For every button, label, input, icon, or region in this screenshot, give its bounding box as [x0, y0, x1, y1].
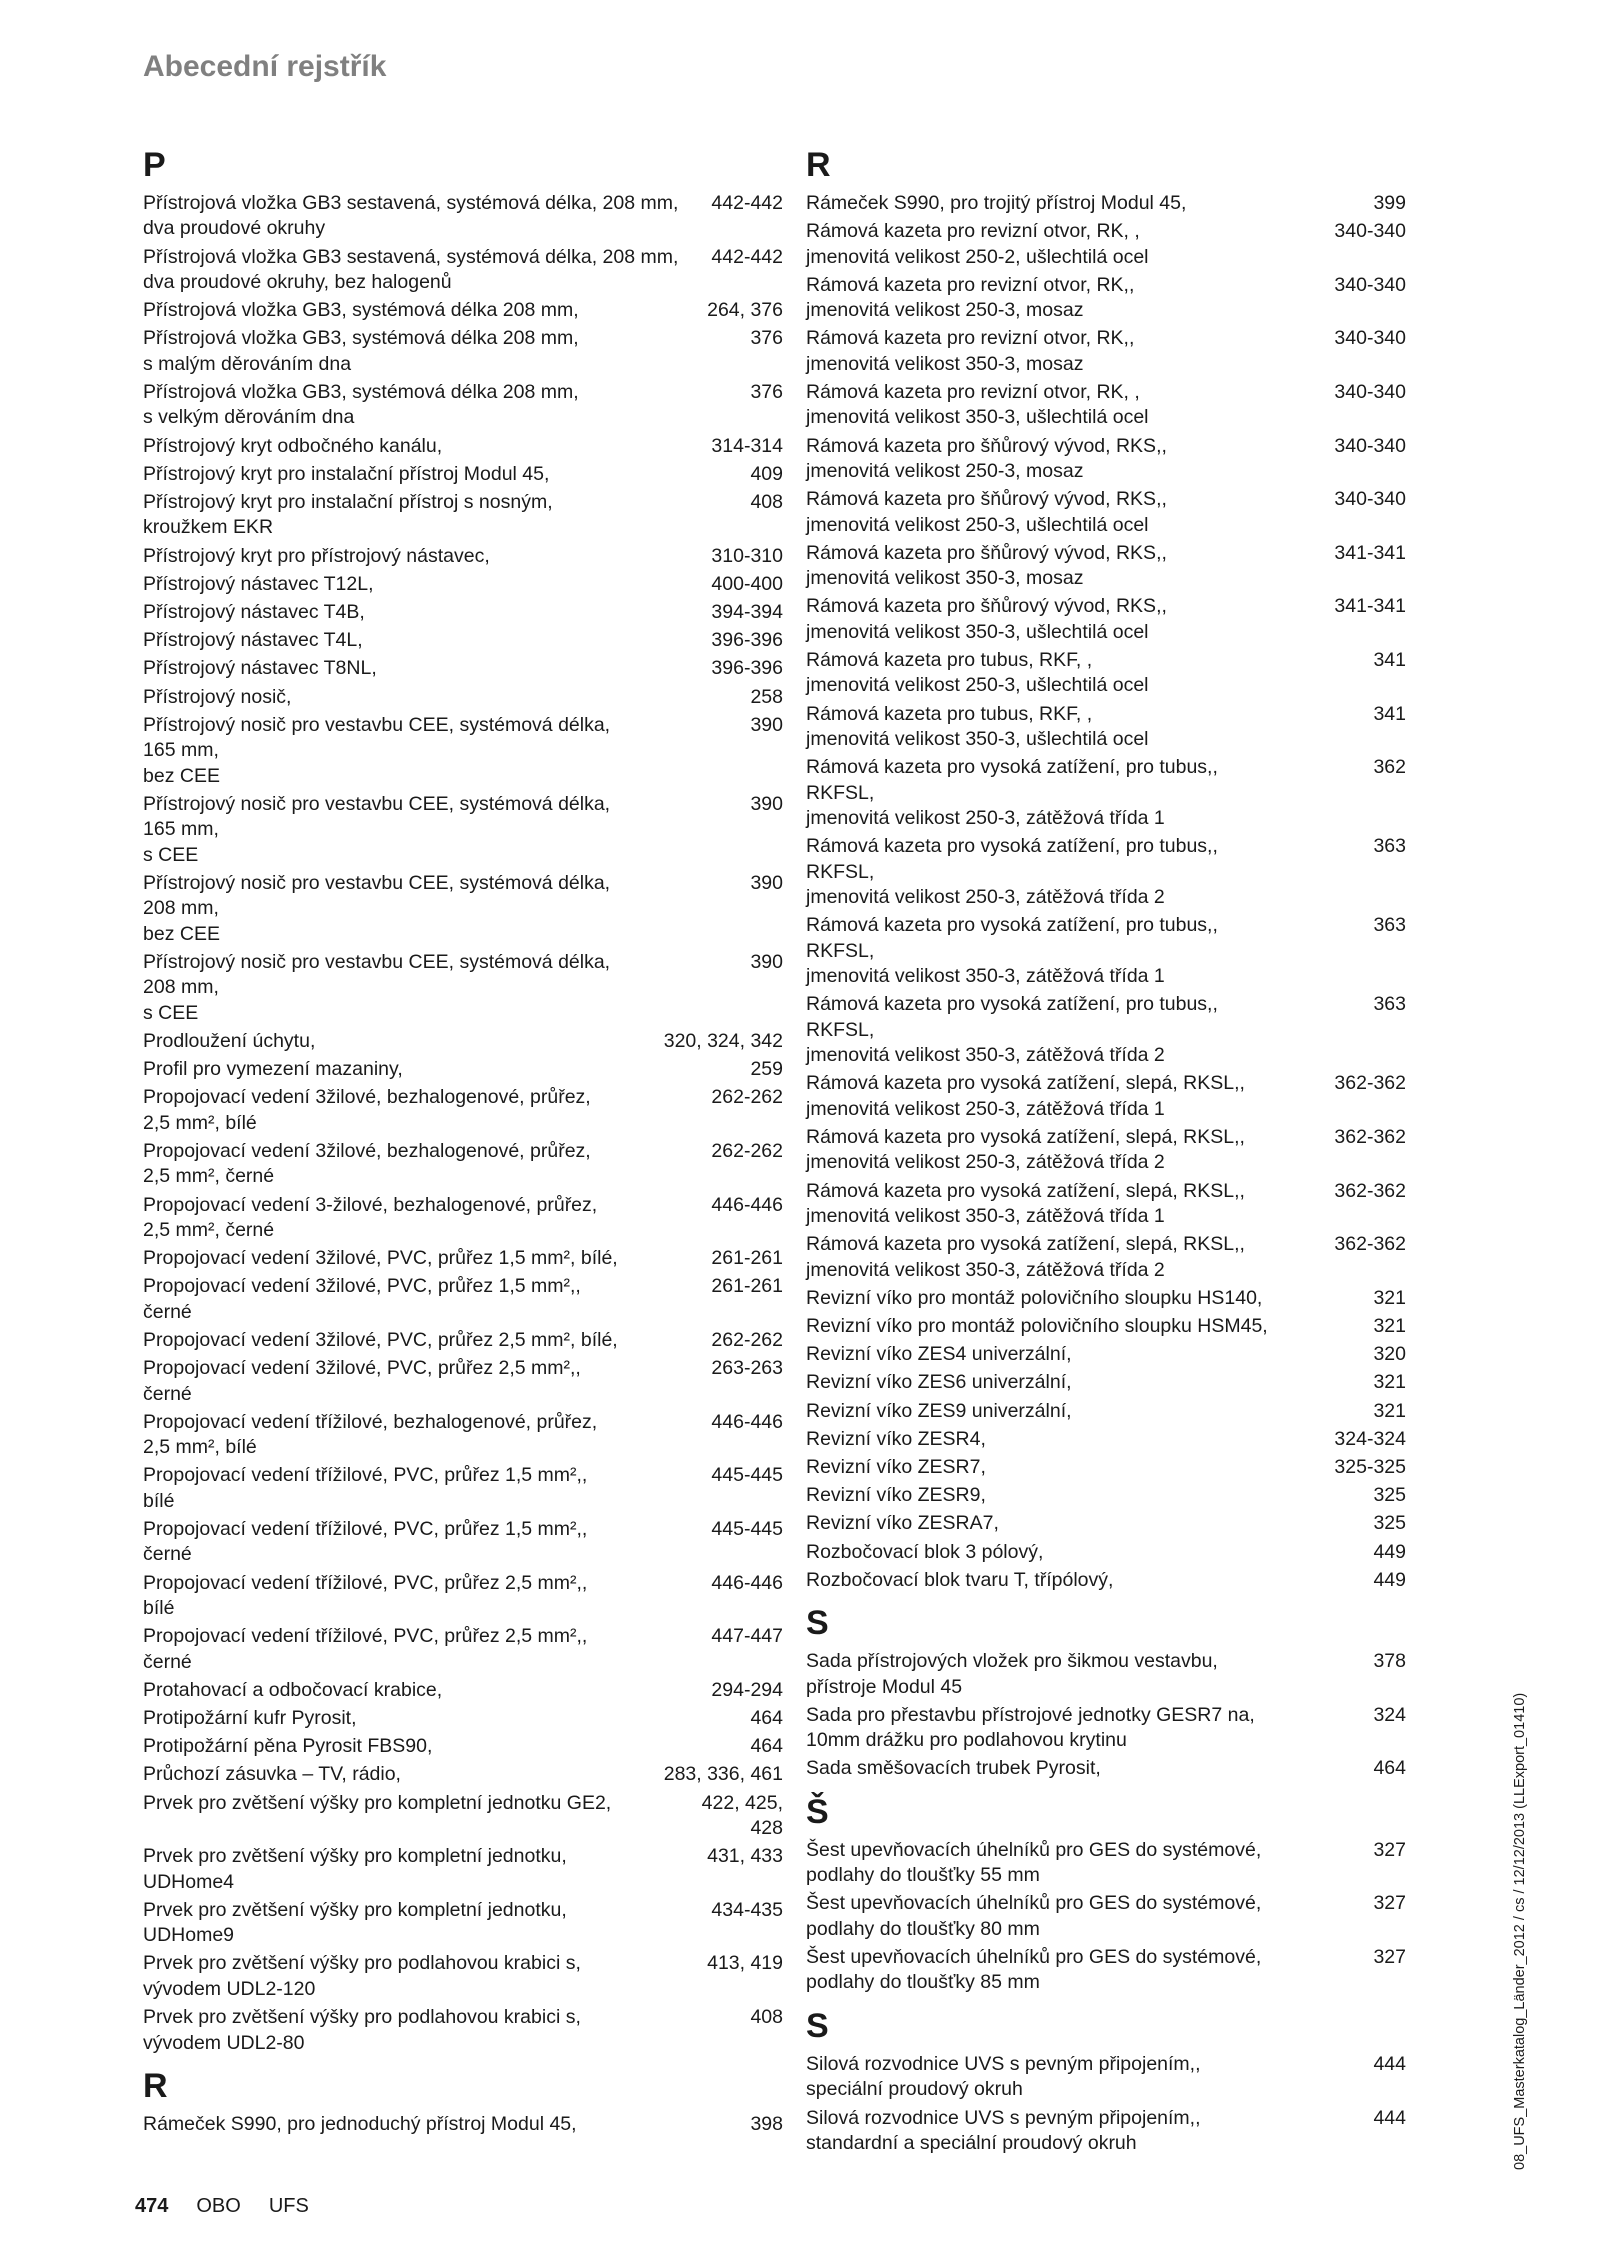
index-entry — [143, 1057, 783, 1082]
entry-text: Propojovací vedení 3žilové, PVC, průřez 1,5 mm², bílé, — [143, 1247, 618, 1270]
entry-pages: 262-262 — [711, 1139, 783, 1162]
entry-text: Rámová kazeta pro vysoká zatížení, slepá, RKSL,, jmenovitá velikost 350-3, zátěžová třída 2 — [806, 1233, 1245, 1281]
entry-pages: 445-445 — [711, 1518, 783, 1541]
index-entry — [806, 1945, 1406, 1996]
entry-text: Sada směšovacích trubek Pyrosit, — [806, 1757, 1101, 1780]
entry-text: Silová rozvodnice UVS s pevným připojením,, standardní a speciální proudový okruh — [806, 2106, 1201, 2154]
entry-text: Rámová kazeta pro vysoká zatížení, pro tubus,, RKFSL, jmenovitá velikost 350-3, zátěžová třída 1 — [806, 914, 1218, 988]
index-entry — [143, 572, 783, 597]
entry-text: Propojovací vedení 3žilové, PVC, průřez 1,5 mm²,, černé — [143, 1275, 581, 1323]
index-entry — [806, 913, 1406, 989]
entry-text: Protipožární pěna Pyrosit FBS90, — [143, 1735, 433, 1758]
entry-pages: 390 — [750, 792, 783, 815]
entry-pages: 264, 376 — [707, 299, 783, 322]
page-footer — [135, 2195, 309, 2218]
index-entry — [806, 1455, 1406, 1480]
entry-text: Prodloužení úchytu, — [143, 1029, 316, 1052]
entry-pages: 362-362 — [1334, 1125, 1406, 1148]
entry-text: Přístrojový nosič pro vestavbu CEE, systémová délka, 208 mm, s CEE — [143, 950, 611, 1024]
index-entry — [143, 1328, 783, 1353]
entry-pages: 442-442 — [711, 245, 783, 268]
entry-text: Rámová kazeta pro revizní otvor, RK, , jmenovitá velikost 250-2, ušlechtilá ocel — [806, 220, 1149, 268]
index-entry — [143, 792, 783, 868]
entry-text: Přístrojová vložka GB3, systémová délka 208 mm, — [143, 299, 579, 322]
index-entry — [143, 656, 783, 681]
entry-pages: 362-362 — [1334, 1233, 1406, 1256]
entry-text: Revizní víko ZES6 univerzální, — [806, 1371, 1072, 1394]
entry-text: Silová rozvodnice UVS s pevným připojením,, speciální proudový okruh — [806, 2052, 1201, 2101]
entry-pages: 376 — [750, 381, 783, 404]
entry-pages: 340-340 — [1334, 273, 1406, 296]
entry-pages: 464 — [750, 1735, 783, 1758]
index-entry — [806, 1838, 1406, 1889]
entry-pages: 340-340 — [1334, 327, 1406, 350]
footer-brand: OBO — [196, 2195, 241, 2217]
entry-text: Rozbočovací blok 3 pólový, — [806, 1540, 1044, 1563]
entry-pages: 378 — [1373, 1650, 1406, 1673]
section-letter: R — [143, 2066, 168, 2105]
entry-pages: 262-262 — [711, 1086, 783, 1109]
entry-text: Propojovací vedení třížilové, PVC, průřez 1,5 mm²,, černé — [143, 1518, 588, 1566]
entry-pages: 413, 419 — [707, 1952, 783, 1975]
entry-text: Rámová kazeta pro revizní otvor, RK, , jmenovitá velikost 350-3, ušlechtilá ocel — [806, 381, 1149, 429]
entry-pages: 464 — [750, 1707, 783, 1730]
entry-text: Rámová kazeta pro vysoká zatížení, slepá, RKSL,, jmenovitá velikost 250-3, zátěžová třída 1 — [806, 1072, 1245, 1120]
entry-text: Propojovací vedení 3-žilové, bezhalogenové, průřez, 2,5 mm², černé — [143, 1193, 598, 1241]
index-entry — [143, 871, 783, 947]
entry-text: Prvek pro zvětšení výšky pro kompletní jednotku, UDHome9 — [143, 1898, 567, 1947]
entry-pages: 314-314 — [711, 434, 783, 457]
index-entry — [143, 1410, 783, 1461]
index-section — [806, 1603, 1406, 1782]
entry-text: Šest upevňovacích úhelníků pro GES do systémové, podlahy do tloušťky 80 mm — [806, 1892, 1262, 1940]
entry-pages: 325-325 — [1334, 1456, 1406, 1479]
entry-pages: 261-261 — [711, 1275, 783, 1298]
entry-pages: 376 — [750, 327, 783, 350]
entry-text: Propojovací vedení třížilové, PVC, průřez 2,5 mm²,, černé — [143, 1625, 588, 1673]
index-entry — [143, 1463, 783, 1514]
entry-pages: 363 — [1373, 993, 1406, 1016]
index-entry — [143, 1734, 783, 1759]
index-entry — [143, 950, 783, 1026]
entry-text: Rámová kazeta pro vysoká zatížení, pro tubus,, RKFSL, jmenovitá velikost 250-3, zátěžová třída 1 — [806, 756, 1218, 830]
entry-pages: 321 — [1373, 1315, 1406, 1337]
index-section — [806, 145, 1406, 1593]
index-section — [143, 2066, 783, 2137]
index-entry — [806, 2106, 1406, 2157]
entry-text: Přístrojový kryt pro instalační přístroj Modul 45, — [143, 462, 550, 485]
index-entry — [143, 1246, 783, 1271]
entry-pages: 399 — [1373, 192, 1406, 214]
entry-pages: 327 — [1373, 1838, 1406, 1861]
entry-pages: 362-362 — [1334, 1179, 1406, 1202]
entry-pages: 409 — [750, 462, 783, 485]
entry-pages: 325 — [1373, 1484, 1406, 1507]
entry-text: Propojovací vedení 3žilové, bezhalogenové, průřez, 2,5 mm², černé — [143, 1139, 591, 1188]
entry-pages: 340-340 — [1334, 488, 1406, 511]
entry-text: Rámeček S990, pro jednoduchý přístroj Modul 45, — [143, 2112, 577, 2135]
index-entry — [143, 2005, 783, 2056]
entry-text: Prvek pro zvětšení výšky pro podlahovou krabici s, vývodem UDL2-80 — [143, 2006, 581, 2054]
section-letter: S — [806, 2006, 829, 2045]
index-entry — [143, 1193, 783, 1244]
entry-text: Rámová kazeta pro vysoká zatížení, slepá, RKSL,, jmenovitá velikost 350-3, zátěžová třída 1 — [806, 1179, 1245, 1227]
index-entry — [143, 1898, 783, 1949]
entry-pages: 449 — [1373, 1568, 1406, 1591]
index-entry — [806, 541, 1406, 592]
index-entry — [143, 1571, 783, 1622]
index-entry — [143, 326, 783, 377]
index-entry — [806, 1568, 1406, 1593]
entry-text: Prvek pro zvětšení výšky pro podlahovou krabici s, vývodem UDL2-120 — [143, 1952, 581, 2000]
index-entry — [806, 1286, 1406, 1311]
entry-pages: 327 — [1373, 1892, 1406, 1915]
entry-pages: 363 — [1373, 835, 1406, 858]
entry-text: Revizní víko ZESRA7, — [806, 1512, 999, 1535]
index-entry — [806, 434, 1406, 485]
index-entry — [143, 685, 783, 710]
entry-text: Revizní víko ZESR4, — [806, 1427, 986, 1450]
entry-text: Propojovací vedení 3žilové, PVC, průřez 2,5 mm², bílé, — [143, 1328, 618, 1351]
entry-text: Přístrojová vložka GB3 sestavená, systémová délka, 208 mm, dva proudové okruhy — [143, 192, 679, 240]
index-entry — [143, 462, 783, 487]
index-section — [143, 145, 783, 2056]
entry-text: Přístrojový nástavec T4L, — [143, 629, 363, 652]
entry-pages: 341-341 — [1334, 541, 1406, 564]
entry-pages: 320, 324, 342 — [663, 1029, 783, 1052]
index-entry — [806, 1071, 1406, 1122]
entry-text: Přístrojový nosič pro vestavbu CEE, systémová délka, 208 mm, bez CEE — [143, 871, 611, 945]
entry-text: Revizní víko ZESR9, — [806, 1484, 986, 1507]
entry-text: Rámová kazeta pro šňůrový vývod, RKS,, jmenovitá velikost 250-3, ušlechtilá ocel — [806, 488, 1167, 536]
entry-pages: 324 — [1373, 1703, 1406, 1726]
entry-text: Profil pro vymezení mazaniny, — [143, 1058, 403, 1081]
entry-pages: 446-446 — [711, 1193, 783, 1216]
index-entry — [806, 834, 1406, 910]
section-letter: P — [143, 146, 166, 184]
entry-pages: 341 — [1373, 702, 1406, 725]
index-entry — [806, 2052, 1406, 2103]
entry-pages: 294-294 — [711, 1678, 783, 1701]
index-entry — [806, 1232, 1406, 1283]
index-entry — [143, 713, 783, 789]
entry-text: Rámová kazeta pro tubus, RKF, , jmenovitá velikost 350-3, ušlechtilá ocel — [806, 702, 1149, 751]
entry-text: Přístrojová vložka GB3, systémová délka 208 mm, s velkým děrováním dna — [143, 381, 579, 429]
section-letter: S — [806, 1604, 829, 1643]
index-entry — [806, 1703, 1406, 1754]
entry-text: Šest upevňovacích úhelníků pro GES do systémové, podlahy do tloušťky 55 mm — [806, 1838, 1262, 1887]
entry-text: Propojovací vedení třížilové, PVC, průřez 1,5 mm²,, bílé — [143, 1464, 588, 1512]
entry-text: Propojovací vedení třížilové, PVC, průřez 2,5 mm²,, bílé — [143, 1571, 588, 1620]
footer-section: UFS — [268, 2195, 309, 2217]
index-entry — [806, 648, 1406, 699]
index-entry — [806, 380, 1406, 431]
entry-pages: 394-394 — [711, 601, 783, 624]
entry-text: Sada pro přestavbu přístrojové jednotky GESR7 na, 10mm drážku pro podlahovou krytinu — [806, 1703, 1255, 1752]
entry-text: Revizní víko pro montáž polovičního sloupku HSM45, — [806, 1315, 1268, 1337]
index-entry — [806, 273, 1406, 324]
index-entry — [143, 1029, 783, 1054]
entry-pages: 447-447 — [711, 1625, 783, 1648]
entry-pages: 363 — [1373, 914, 1406, 937]
entry-pages: 408 — [750, 491, 783, 514]
entry-text: Přístrojový kryt pro přístrojový nástavec, — [143, 544, 490, 567]
index-entry — [143, 1139, 783, 1190]
index-entry — [806, 326, 1406, 377]
entry-pages: 261-261 — [711, 1247, 783, 1270]
entry-pages: 390 — [750, 871, 783, 894]
index-entry — [806, 702, 1406, 753]
entry-pages: 310-310 — [711, 544, 783, 567]
entry-pages: 442-442 — [711, 192, 783, 214]
index-entry — [143, 628, 783, 653]
index-entry — [806, 1483, 1406, 1508]
entry-pages: 431, 433 — [707, 1845, 783, 1868]
entry-pages: 259 — [750, 1058, 783, 1081]
entry-text: Rámová kazeta pro vysoká zatížení, pro tubus,, RKFSL, jmenovitá velikost 350-3, zátěžová třída 2 — [806, 993, 1218, 1067]
index-entry — [143, 380, 783, 431]
entry-pages: 325 — [1373, 1512, 1406, 1535]
index-entry — [806, 1370, 1406, 1395]
entry-text: Propojovací vedení 3žilové, PVC, průřez 2,5 mm²,, černé — [143, 1357, 581, 1405]
entry-text: Přístrojový nástavec T12L, — [143, 572, 374, 595]
entry-pages: 446-446 — [711, 1571, 783, 1594]
index-entry — [143, 2112, 783, 2137]
index-entry — [143, 1517, 783, 1568]
entry-pages: 390 — [750, 950, 783, 973]
index-entry — [806, 191, 1406, 216]
entry-pages: 398 — [750, 2112, 783, 2135]
index-entry — [806, 1511, 1406, 1536]
index-entry — [143, 1762, 783, 1787]
entry-pages: 390 — [750, 713, 783, 736]
index-column-right — [806, 145, 1406, 2156]
entry-pages: 341-341 — [1334, 595, 1406, 618]
entry-text: Protahovací a odbočovací krabice, — [143, 1678, 443, 1701]
entry-pages: 324-324 — [1334, 1427, 1406, 1450]
section-letter: R — [806, 146, 831, 184]
index-entry — [806, 1179, 1406, 1230]
index-section — [806, 1792, 1406, 1996]
entry-pages: 283, 336, 461 — [663, 1763, 783, 1786]
index-entry — [143, 1791, 783, 1842]
index-entry — [806, 1891, 1406, 1942]
index-entry — [806, 992, 1406, 1068]
entry-text: Revizní víko ZES9 univerzální, — [806, 1399, 1072, 1422]
entry-pages: 446-446 — [711, 1410, 783, 1433]
index-entry — [143, 298, 783, 323]
index-section — [806, 2006, 1406, 2156]
index-entry — [806, 1756, 1406, 1781]
index-entry — [143, 1844, 783, 1895]
index-entry — [143, 1085, 783, 1136]
entry-pages: 362-362 — [1334, 1072, 1406, 1095]
entry-text: Rámová kazeta pro šňůrový vývod, RKS,, jmenovitá velikost 350-3, mosaz — [806, 541, 1167, 590]
entry-pages: 400-400 — [711, 572, 783, 595]
index-entry — [806, 594, 1406, 645]
index-entry — [143, 1678, 783, 1703]
entry-pages: 321 — [1373, 1286, 1406, 1309]
page-number: 474 — [135, 2195, 169, 2217]
index-entry — [806, 1540, 1406, 1565]
entry-pages: 362 — [1373, 756, 1406, 779]
entry-text: Rámová kazeta pro šňůrový vývod, RKS,, jmenovitá velikost 250-3, mosaz — [806, 434, 1167, 483]
index-entry — [143, 191, 783, 242]
entry-pages: 258 — [750, 685, 783, 708]
entry-text: Přístrojový nosič pro vestavbu CEE, systémová délka, 165 mm, s CEE — [143, 792, 611, 866]
entry-text: Šest upevňovacích úhelníků pro GES do systémové, podlahy do tloušťky 85 mm — [806, 1946, 1262, 1994]
entry-pages: 445-445 — [711, 1464, 783, 1487]
index-entry — [806, 1314, 1406, 1339]
index-entry — [143, 1624, 783, 1675]
entry-text: Rámová kazeta pro vysoká zatížení, pro tubus,, RKFSL, jmenovitá velikost 250-3, zátěžová třída 2 — [806, 835, 1218, 909]
entry-text: Rámová kazeta pro vysoká zatížení, slepá, RKSL,, jmenovitá velikost 250-3, zátěžová třída 2 — [806, 1125, 1245, 1174]
section-letter: Š — [806, 1792, 829, 1831]
entry-text: Sada přístrojových vložek pro šikmou vestavbu, přístroje Modul 45 — [806, 1650, 1218, 1698]
document-reference: 08_UFS_Masterkatalog_Länder_2012 / cs / 12/12/2013 (LLExport_01410) — [1512, 1692, 1528, 2170]
index-entry — [143, 600, 783, 625]
entry-pages: 340-340 — [1334, 220, 1406, 243]
entry-text: Přístrojový kryt odbočného kanálu, — [143, 434, 443, 457]
entry-pages: 444 — [1373, 2106, 1406, 2129]
index-entry — [806, 1649, 1406, 1700]
entry-text: Prvek pro zvětšení výšky pro kompletní jednotku, UDHome4 — [143, 1845, 567, 1893]
entry-pages: 449 — [1373, 1540, 1406, 1563]
entry-text: Rámová kazeta pro revizní otvor, RK,, jmenovitá velikost 350-3, mosaz — [806, 327, 1135, 375]
entry-text: Rámová kazeta pro revizní otvor, RK,, jmenovitá velikost 250-3, mosaz — [806, 273, 1135, 322]
entry-pages: 340-340 — [1334, 434, 1406, 457]
entry-text: Rozbočovací blok tvaru T, třípólový, — [806, 1568, 1114, 1591]
entry-text: Propojovací vedení 3žilové, bezhalogenové, průřez, 2,5 mm², bílé — [143, 1086, 591, 1134]
entry-pages: 327 — [1373, 1946, 1406, 1969]
entry-text: Přístrojový nástavec T4B, — [143, 601, 365, 624]
entry-text: Průchozí zásuvka – TV, rádio, — [143, 1763, 401, 1786]
index-entry — [806, 487, 1406, 538]
entry-pages: 396-396 — [711, 657, 783, 680]
entry-pages: 396-396 — [711, 629, 783, 652]
entry-text: Protipožární kufr Pyrosit, — [143, 1707, 357, 1730]
entry-text: Rámová kazeta pro tubus, RKF, , jmenovitá velikost 250-3, ušlechtilá ocel — [806, 649, 1149, 697]
entry-text: Přístrojový nosič, — [143, 685, 292, 708]
index-entry — [143, 544, 783, 569]
entry-pages: 422, 425, 428 — [701, 1791, 783, 1840]
entry-text: Revizní víko ZESR7, — [806, 1456, 986, 1479]
entry-pages: 340-340 — [1334, 381, 1406, 404]
page-title: Abecední rejstřík — [143, 50, 387, 83]
entry-pages: 263-263 — [711, 1357, 783, 1380]
entry-pages: 408 — [750, 2006, 783, 2029]
entry-text: Přístrojová vložka GB3, systémová délka 208 mm, s malým děrováním dna — [143, 327, 579, 375]
entry-text: Rámová kazeta pro šňůrový vývod, RKS,, jmenovitá velikost 350-3, ušlechtilá ocel — [806, 595, 1167, 643]
index-entry — [806, 219, 1406, 270]
index-entry — [806, 1125, 1406, 1176]
index-entry — [806, 1342, 1406, 1367]
index-entry — [806, 1427, 1406, 1452]
entry-pages: 262-262 — [711, 1328, 783, 1351]
index-entry — [143, 1951, 783, 2002]
entry-pages: 321 — [1373, 1399, 1406, 1422]
entry-text: Revizní víko pro montáž polovičního sloupku HS140, — [806, 1286, 1263, 1309]
entry-pages: 434-435 — [711, 1898, 783, 1921]
entry-pages: 341 — [1373, 649, 1406, 672]
entry-text: Rámeček S990, pro trojitý přístroj Modul 45, — [806, 192, 1187, 214]
index-entry — [143, 1706, 783, 1731]
index-entry — [806, 1399, 1406, 1424]
index-column-left — [143, 145, 783, 2137]
index-entry — [806, 755, 1406, 831]
index-entry — [143, 434, 783, 459]
entry-text: Revizní víko ZES4 univerzální, — [806, 1343, 1072, 1366]
entry-text: Přístrojový nosič pro vestavbu CEE, systémová délka, 165 mm, bez CEE — [143, 713, 611, 787]
index-entry — [143, 1356, 783, 1407]
entry-text: Přístrojový nástavec T8NL, — [143, 657, 377, 680]
entry-pages: 321 — [1373, 1371, 1406, 1394]
entry-text: Propojovací vedení třížilové, bezhalogenové, průřez, 2,5 mm², bílé — [143, 1410, 598, 1459]
index-entry — [143, 490, 783, 541]
entry-text: Přístrojová vložka GB3 sestavená, systémová délka, 208 mm, dva proudové okruhy, bez halogenů — [143, 245, 679, 294]
entry-pages: 464 — [1373, 1757, 1406, 1780]
index-entry — [143, 1274, 783, 1325]
entry-text: Prvek pro zvětšení výšky pro kompletní jednotku GE2, — [143, 1791, 612, 1814]
entry-pages: 444 — [1373, 2052, 1406, 2075]
entry-pages: 320 — [1373, 1343, 1406, 1366]
entry-text: Přístrojový kryt pro instalační přístroj s nosným, kroužkem EKR — [143, 491, 553, 539]
index-entry — [143, 245, 783, 296]
